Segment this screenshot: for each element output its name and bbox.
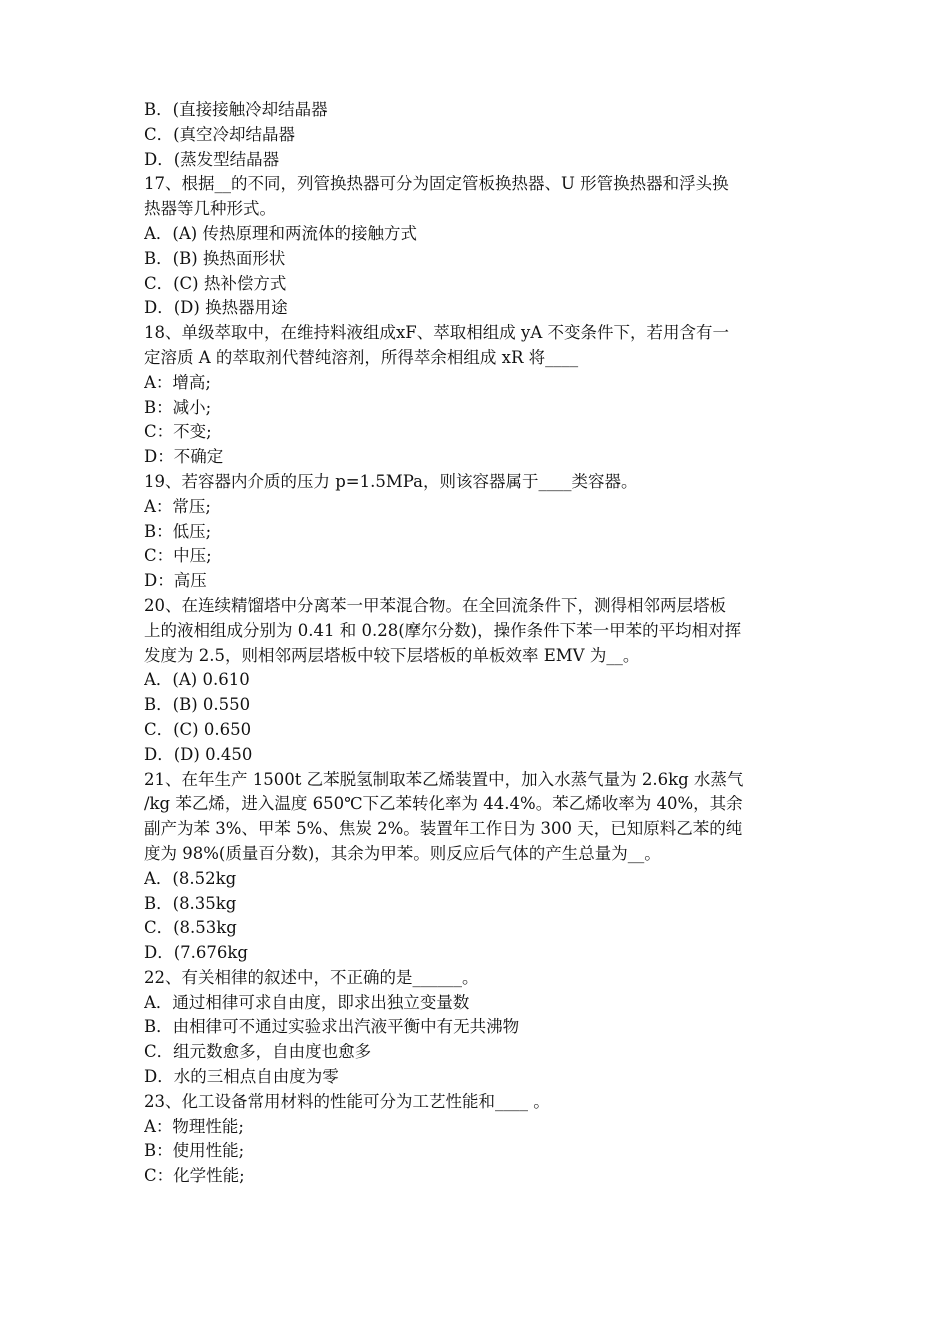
text-line: A．(A) 传热原理和两流体的接触方式 <box>144 223 417 243</box>
text-line: D．水的三相点自由度为零 <box>144 1067 339 1087</box>
text-line: D．(蒸发型结晶器 <box>144 149 280 169</box>
text-line: D：不确定 <box>144 447 224 467</box>
text-line: 上的液相组成分别为 0.41 和 0.28(摩尔分数)，操作条件下苯一甲苯的平均相对挥 <box>144 620 742 640</box>
text-line: A．(8.52kg <box>144 868 237 888</box>
text-line: 23、化工设备常用材料的性能可分为工艺性能和____ 。 <box>144 1091 550 1111</box>
text-line: A：物理性能; <box>144 1116 244 1136</box>
text-line: A．通过相律可求自由度，即求出独立变量数 <box>144 992 470 1012</box>
text-line: 度为 98%(质量百分数)，其余为甲苯。则反应后气体的产生总量为__。 <box>144 843 661 863</box>
text-line: 副产为苯 3%、甲苯 5%、焦炭 2%。装置年工作日为 300 天，已知原料乙苯的纯 <box>144 819 743 839</box>
text-line: B．(8.35kg <box>144 893 237 913</box>
text-line: 21、在年生产 1500t 乙苯脱氢制取苯乙烯装置中，加入水蒸气量为 2.6kg 水蒸气 <box>144 769 744 789</box>
text-line: 18、单级萃取中，在维持料液组成xF、萃取相组成 yA 不变条件下，若用含有一 <box>144 323 729 343</box>
text-line: C．(C) 0.650 <box>144 719 252 739</box>
text-line: 定溶质 A 的萃取剂代替纯溶剂，所得萃余相组成 xR 将____ <box>144 347 579 367</box>
text-line: C．(8.53kg <box>144 918 237 938</box>
text-line: B：减小; <box>144 397 212 417</box>
text-line: B．(直接接触冷却结晶器 <box>144 100 328 119</box>
text-line: B：使用性能; <box>144 1141 245 1161</box>
document-body <box>144 98 810 1189</box>
text-line: 发度为 2.5，则相邻两层塔板中较下层塔板的单板效率 EMV 为__。 <box>144 645 640 665</box>
text-line: C．(C) 热补偿方式 <box>144 273 287 293</box>
text-line: B．(B) 0.550 <box>144 695 251 715</box>
text-line: D．(D) 换热器用途 <box>144 298 288 318</box>
text-line: 22、有关相律的叙述中，不正确的是______。 <box>144 967 479 987</box>
text-line: C：中压; <box>144 546 212 566</box>
text-line: /kg 苯乙烯，进入温度 650℃下乙苯转化率为 44.4%。苯乙烯收率为 40%，其余 <box>144 794 743 814</box>
text-line: B：低压; <box>144 521 212 541</box>
text-line: B．(B) 换热面形状 <box>144 248 286 268</box>
text-line: D：高压 <box>144 571 207 591</box>
text-line: 17、根据__的不同，列管换热器可分为固定管板换热器、U 形管换热器和浮头换 <box>144 174 729 194</box>
text-line: D．(D) 0.450 <box>144 744 253 764</box>
text-line: 20、在连续精馏塔中分离苯一甲苯混合物。在全回流条件下，测得相邻两层塔板 <box>144 595 726 615</box>
text-line: A．(A) 0.610 <box>144 670 250 690</box>
text-line: C：不变; <box>144 422 212 442</box>
text-line: D．(7.676kg <box>144 943 248 963</box>
text-line: B．由相律可不通过实验求出汽液平衡中有无共沸物 <box>144 1017 520 1037</box>
text-line: C．(真空冷却结晶器 <box>144 124 296 144</box>
text-line: A：增高; <box>144 372 211 392</box>
text-line: A：常压; <box>144 496 211 516</box>
text-line: C：化学性能; <box>144 1166 245 1186</box>
text-line: 19、若容器内介质的压力 p=1.5MPa，则该容器属于____类容器。 <box>144 471 638 491</box>
text-line: 热器等几种形式。 <box>144 199 276 219</box>
text-line: C．组元数愈多，自由度也愈多 <box>144 1042 372 1062</box>
